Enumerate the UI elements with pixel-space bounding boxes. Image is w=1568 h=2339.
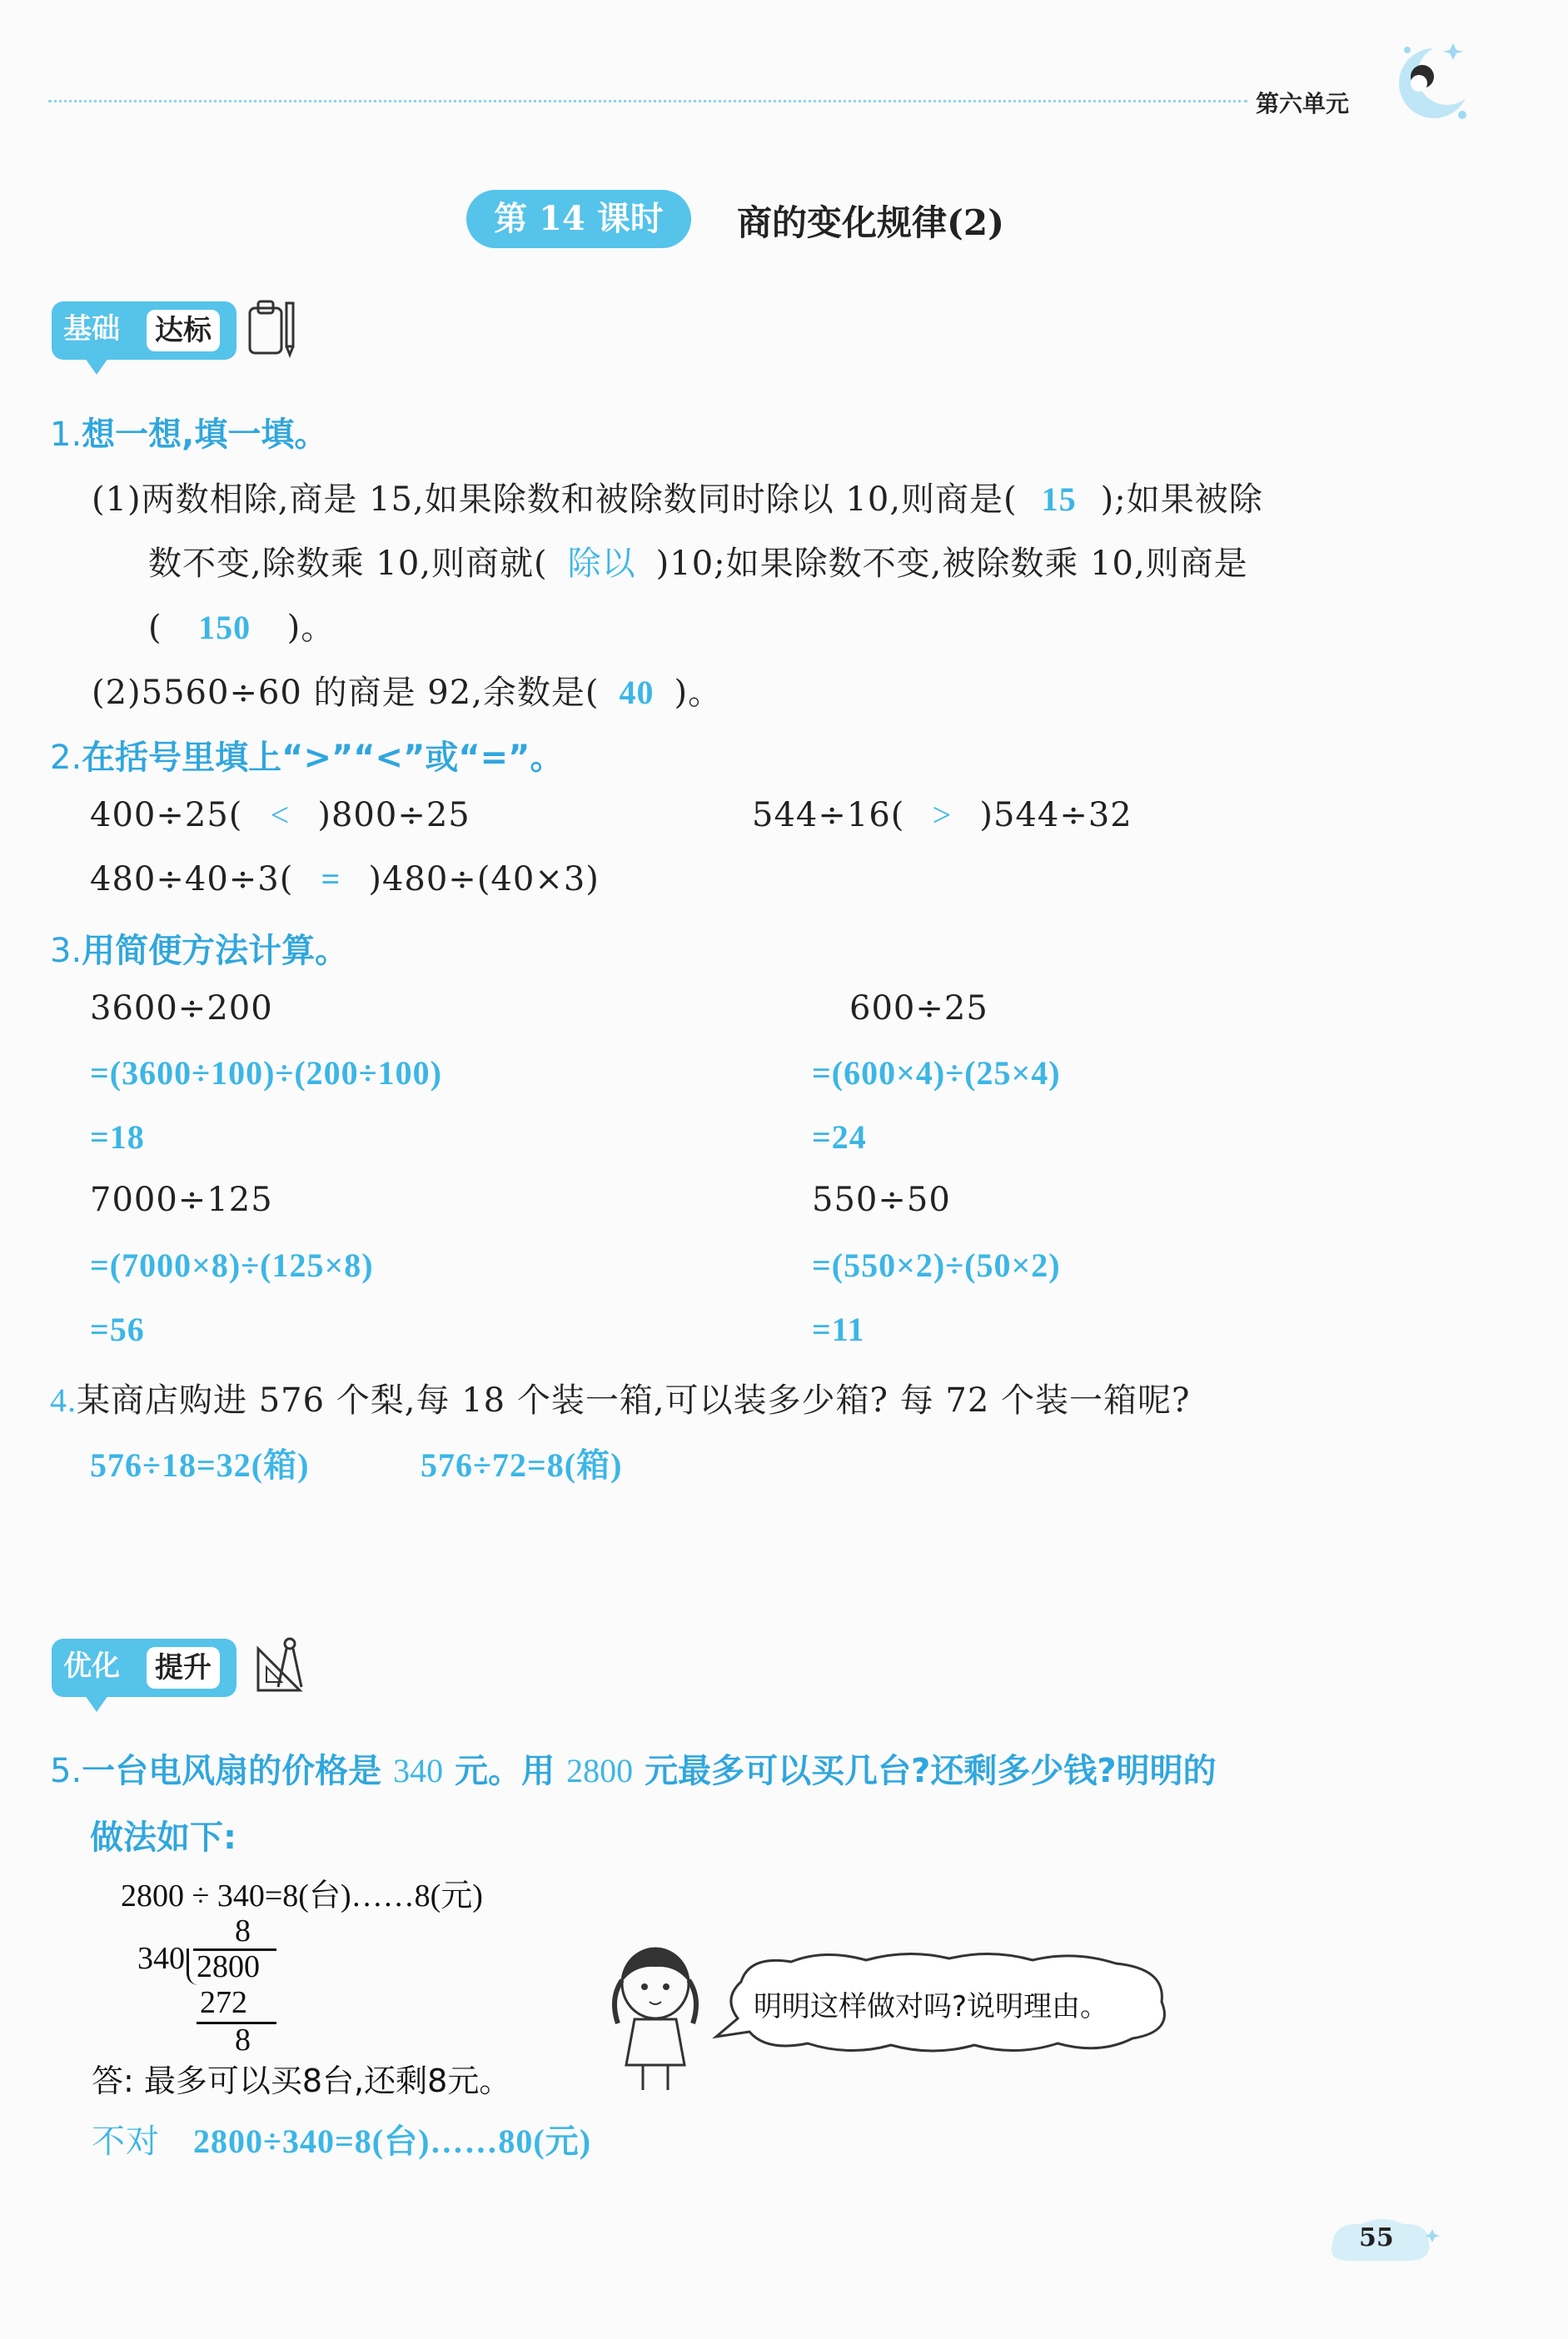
q1-answer-1: 15 — [1041, 480, 1077, 518]
q2-item-b: 544÷16( > )544÷32 — [752, 796, 1132, 834]
q2-answer-b: > — [932, 796, 953, 834]
lesson-title: 商的变化规律(2) — [737, 202, 1004, 243]
q3-c-step: =(7000×8)÷(125×8) — [90, 1247, 374, 1284]
q3-d-result: =11 — [812, 1311, 865, 1348]
q1-answer-4: 40 — [619, 674, 655, 711]
q4-text: 4.某商店购进 576 个梨,每 18 个装一箱,可以装多少箱? 每 72 个装一箱呢? — [50, 1381, 1191, 1420]
q1-part2: (2)5560÷60 的商是 92,余数是( 40 )。 — [92, 674, 723, 712]
q2-answer-a: < — [270, 796, 291, 834]
moon-mascot-icon — [1382, 25, 1482, 133]
q5-line2: 做法如下: — [90, 1819, 236, 1857]
q1-answer-3: 150 — [198, 609, 251, 646]
section-badge-right: 达标 — [147, 310, 220, 351]
girl-illustration — [601, 1940, 709, 2098]
q5-line1: 5.一台电风扇的价格是 340 元。用 2800 元最多可以买几台?还剩多少钱?明明的 — [50, 1752, 1217, 1790]
q1-part1-line3: ( 150 )。 — [148, 609, 336, 647]
q2-item-c: 480÷40÷3( = )480÷(40×3) — [90, 860, 600, 898]
q3-c-result: =56 — [90, 1311, 145, 1348]
q2-answer-c: = — [321, 860, 341, 898]
q5-work-line: 2800 ÷ 340=8(台)……8(元) — [121, 1879, 483, 1914]
q3-d-expr: 550÷50 — [812, 1181, 951, 1219]
long-division-divisor: 340 — [137, 1941, 185, 1976]
q3-b-step: =(600×4)÷(25×4) — [812, 1054, 1061, 1092]
q3-d-step: =(550×2)÷(50×2) — [812, 1247, 1061, 1284]
q5-correction — [92, 2115, 591, 2162]
q5-correction-verdict: 不对 — [92, 2123, 160, 2161]
q5-money: 2800 — [566, 1752, 634, 1789]
lesson-badge: 第 14 课时 — [466, 190, 691, 248]
q1-part1-line2: 数不变,除数乘 10,则商就( 除以 )10;如果除数不变,被除数乘 10,则商是 — [148, 537, 1248, 585]
section-badge-advanced — [52, 1639, 236, 1697]
q4-answer-2: 576÷72=8(箱) — [421, 1446, 623, 1484]
q2-item-a: 400÷25( < )800÷25 — [90, 796, 470, 834]
section-badge-right: 提升 — [147, 1647, 220, 1689]
section-badge-left: 优化 — [63, 1650, 120, 1683]
section-badge-basic — [52, 301, 236, 360]
q3-a-step: =(3600÷100)÷(200÷100) — [90, 1054, 442, 1092]
long-division-dividend: 2800 — [197, 1949, 260, 1984]
q3-c-expr: 7000÷125 — [90, 1181, 273, 1219]
q2-heading: 2.在括号里填上“>”“<”或“=”。 — [50, 739, 564, 777]
q1-answer-2: 除以 — [567, 545, 636, 582]
header-rule — [48, 100, 1247, 102]
q5-correction-calc: 2800÷340=8(台)……80(元) — [193, 2123, 592, 2160]
q4-answer-1: 576÷18=32(箱) — [90, 1446, 310, 1484]
clipboard-pencil-icon — [246, 298, 300, 358]
q5-price: 340 — [393, 1752, 444, 1789]
page-number: 55 — [1359, 2223, 1394, 2252]
speech-text: 明明这样做对吗?说明理由。 — [754, 1990, 1109, 2023]
unit-label: 第六单元 — [1256, 90, 1350, 117]
q1-heading: 1.想一想,填一填。 — [50, 416, 328, 454]
q3-b-expr: 600÷25 — [849, 989, 988, 1028]
long-division-quotient: 8 — [235, 1914, 251, 1948]
ruler-compass-icon — [253, 1632, 311, 1695]
q1-part1-line1: (1)两数相除,商是 15,如果除数和被除数同时除以 10,则商是( 15 );如果被除 — [92, 480, 1263, 519]
long-division-product: 272 — [200, 1985, 247, 2020]
q5-answer-line: 答: 最多可以买8台,还剩8元。 — [92, 2063, 511, 2099]
long-division-remainder: 8 — [235, 2023, 251, 2058]
q3-a-expr: 3600÷200 — [90, 989, 273, 1028]
q3-a-result: =18 — [90, 1118, 145, 1156]
q3-b-result: =24 — [812, 1118, 867, 1156]
section-badge-left: 基础 — [63, 312, 120, 346]
q3-heading: 3.用简便方法计算。 — [50, 932, 349, 970]
